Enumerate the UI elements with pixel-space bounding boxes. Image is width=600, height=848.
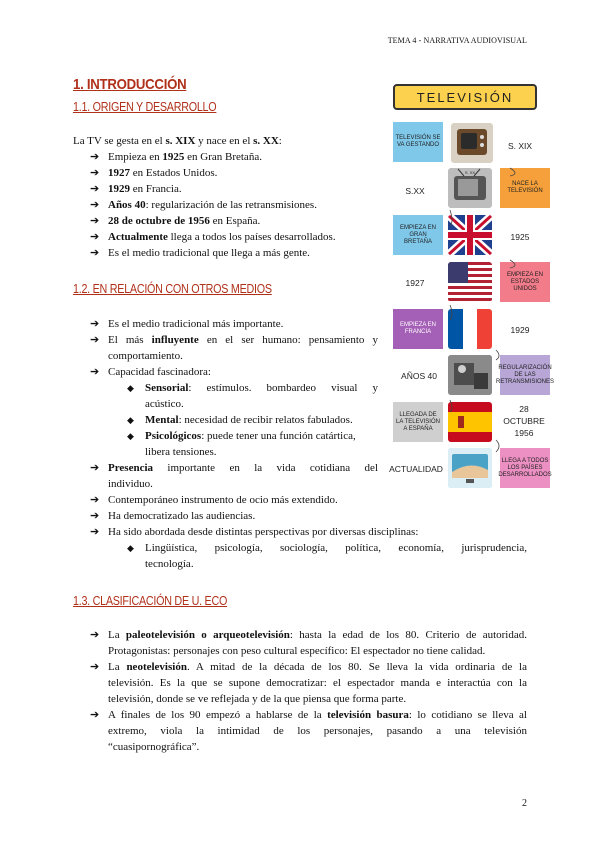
- list-item: Es el medio tradicional que llega a más gente.: [108, 247, 310, 259]
- label-month: OCTUBRE: [503, 416, 545, 426]
- diamond-bullet-icon: ◆: [127, 543, 134, 553]
- timeline-label-4: 1927: [405, 278, 425, 288]
- label-day: 28: [519, 404, 529, 414]
- list-item-cont: televisión, donde se ve reflejada y de la que piensa que forma parte.: [108, 693, 407, 705]
- list-item: La paleotelevisión o arqueotelevisión: hasta la edad de los 80. Criterio de autoridad.: [108, 629, 527, 641]
- timeline-label-5: 1929: [510, 325, 530, 335]
- subsection-title-medios: 1.2. EN RELACIÓN CON OTROS MEDIOS: [73, 282, 272, 296]
- arrow-icon: ➔: [90, 151, 100, 163]
- list-item: Ha sido abordada desde distintas perspectivas por diversas disciplinas:: [108, 526, 419, 538]
- timeline-connectors: [440, 110, 560, 500]
- timeline-box-6: REGULARIZACIÓN DE LAS RETRANSMISIONES: [500, 355, 550, 395]
- arrow-icon: ➔: [90, 661, 100, 673]
- list-item-cont: extremo, viola la intimidad de los personajes, pasando a una televisión: [108, 725, 527, 737]
- sub-item-cont: libera tensiones.: [145, 446, 217, 458]
- list-item: El más influyente en el ser humano: pensamiento y: [108, 334, 378, 346]
- list-item-cont: televisión. Es la que se supone democratizar: el espectador manda e interactúa con la: [108, 677, 527, 689]
- list-item: Empieza en 1925 en Gran Bretaña.: [108, 151, 262, 163]
- intro-line: La TV se gesta en el s. XIX y nace en el s. XX:: [73, 135, 282, 147]
- list-item: Contemporáneo instrumento de ocio más extendido.: [108, 494, 338, 506]
- arrow-icon: ➔: [90, 526, 100, 538]
- list-item-cont: individuo.: [108, 478, 153, 490]
- timeline-box-2: NACE LA TELEVISIÓN: [500, 168, 550, 208]
- sub-item: Lingüística, psicología, sociología, política, economía, jurisprudencia,: [145, 542, 527, 554]
- sub-item: Mental: necesidad de recibir relatos fabulados.: [145, 414, 353, 426]
- tv-tag-text: S. XX: [464, 170, 476, 175]
- arrow-icon: ➔: [90, 709, 100, 721]
- timeline-box-3: EMPIEZA EN GRAN BRETAÑA: [393, 215, 443, 255]
- diamond-bullet-icon: ◆: [127, 431, 134, 441]
- timeline-label-3: 1925: [510, 232, 530, 242]
- timeline-box-1: TELEVISIÓN SE VA GESTANDO: [393, 122, 443, 162]
- list-item-cont: Protagonistas: personajes con peso cultural específico: El espectador no tiene calidad.: [108, 645, 486, 657]
- page-number: 2: [522, 798, 527, 809]
- timeline-label-6: AÑOS 40: [401, 371, 437, 381]
- timeline-box-4: EMPIEZA EN ESTADOS UNIDOS: [500, 262, 550, 302]
- timeline-label-8: ACTUALIDAD: [389, 464, 443, 474]
- sub-item-cont: acústico.: [145, 398, 184, 410]
- sub-item-cont: tecnología.: [145, 558, 194, 570]
- arrow-icon: ➔: [90, 215, 100, 227]
- arrow-icon: ➔: [90, 510, 100, 522]
- timeline-title: TELEVISIÓN: [393, 84, 537, 110]
- list-item: 1927 en Estados Unidos.: [108, 167, 218, 179]
- arrow-icon: ➔: [90, 334, 100, 346]
- list-item: A finales de los 90 empezó a hablarse de la televisión basura: lo cotidiano se lleva al: [108, 709, 527, 721]
- timeline-box-5: EMPIEZA EN FRANCIA: [393, 309, 443, 349]
- list-item-cont: comportamiento.: [108, 350, 183, 362]
- arrow-icon: ➔: [90, 629, 100, 641]
- arrow-icon: ➔: [90, 494, 100, 506]
- list-item: Es el medio tradicional más importante.: [108, 318, 284, 330]
- diamond-bullet-icon: ◆: [127, 415, 134, 425]
- section-title: 1. INTRODUCCIÓN: [73, 76, 187, 93]
- sub-item: Sensorial: estímulos. bombardeo visual y: [145, 382, 378, 394]
- arrow-icon: ➔: [90, 231, 100, 243]
- sub-item: Psicológicos: puede tener una función catártica,: [145, 430, 356, 442]
- document-header: TEMA 4 - NARRATIVA AUDIOVISUAL: [387, 36, 527, 45]
- list-item-cont: “cuasipornográfica”.: [108, 741, 200, 753]
- arrow-icon: ➔: [90, 318, 100, 330]
- list-item: 1929 en Francia.: [108, 183, 182, 195]
- arrow-icon: ➔: [90, 199, 100, 211]
- arrow-icon: ➔: [90, 462, 100, 474]
- label-year: 1956: [514, 428, 534, 438]
- subsection-title-origen: 1.1. ORIGEN Y DESARROLLO: [73, 100, 217, 114]
- list-item: Actualmente llega a todos los países desarrollados.: [108, 231, 336, 243]
- arrow-icon: ➔: [90, 167, 100, 179]
- list-item: La neotelevisión. A mitad de la década de los 80. Se lleva la vida ordinaria de la: [108, 661, 527, 673]
- timeline-label-2: S.XX: [405, 186, 425, 196]
- diamond-bullet-icon: ◆: [127, 383, 134, 393]
- list-item: Años 40: regularización de las retransmisiones.: [108, 199, 317, 211]
- list-item: Ha democratizado las audiencias.: [108, 510, 256, 522]
- arrow-icon: ➔: [90, 183, 100, 195]
- timeline-label-1: S. XIX: [507, 141, 533, 151]
- arrow-icon: ➔: [90, 366, 100, 378]
- timeline-box-7: LLEGADA DE LA TELEVISIÓN A ESPAÑA: [393, 402, 443, 442]
- timeline-box-8: LLEGA A TODOS LOS PAÍSES DESARROLLADOS: [500, 448, 550, 488]
- list-item: 28 de octubre de 1956 en España.: [108, 215, 261, 227]
- list-item: Capacidad fascinadora:: [108, 366, 211, 378]
- subsection-title-clasificacion: 1.3. CLASIFICACIÓN DE U. ECO: [73, 594, 228, 608]
- arrow-icon: ➔: [90, 247, 100, 259]
- list-item: Presencia importante en la vida cotidiana del: [108, 462, 378, 474]
